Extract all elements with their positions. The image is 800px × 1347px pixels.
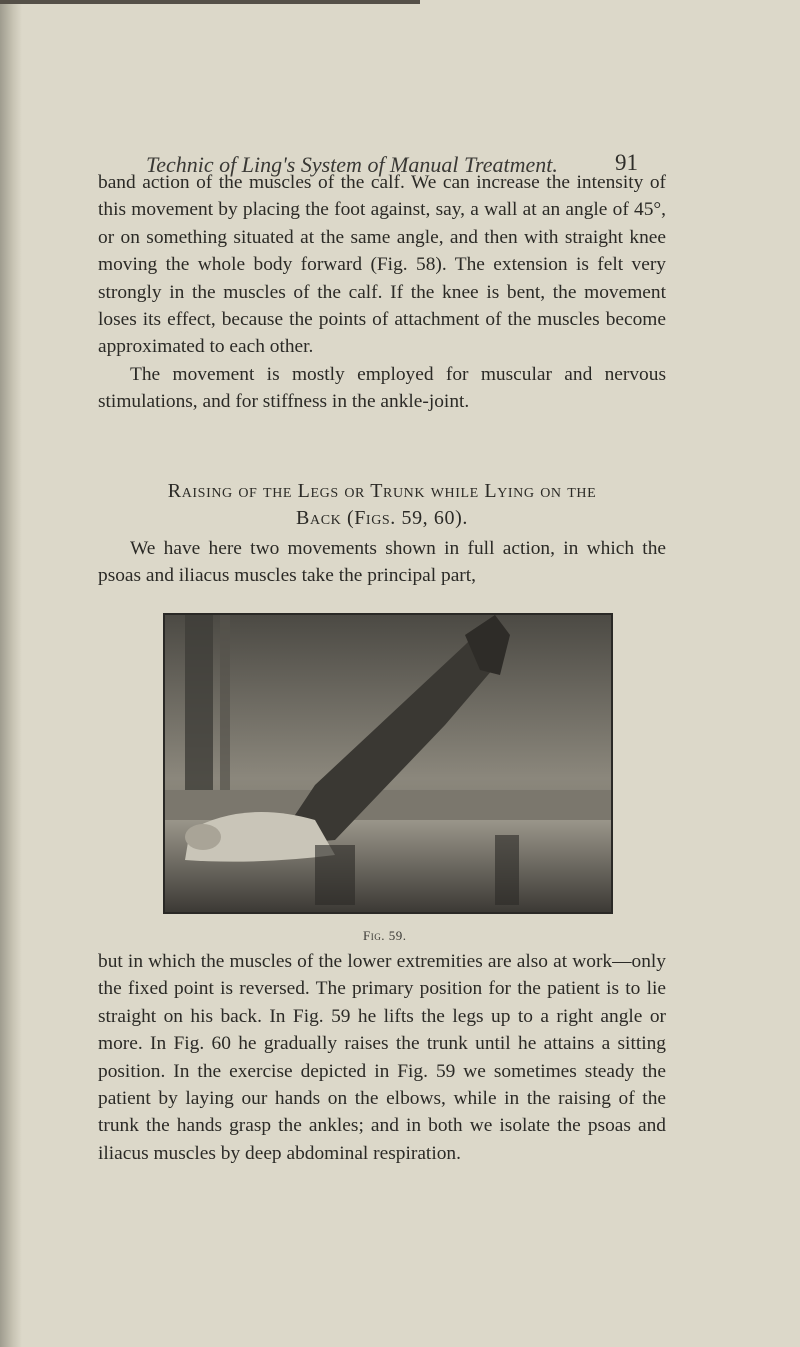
scan-edge xyxy=(0,0,22,1347)
paragraph-section-body-wrap xyxy=(98,948,666,1167)
figure-bench-leg-2 xyxy=(495,835,519,905)
paragraph-continued: band action of the muscles of the calf. We can increase the intensity of this movement by placing the foot against, say, a wall at an angle of 45°, or on something situated at the same angle, and then with straight knee moving the whole body forward (Fig. 58). The extension is felt very strongly in the muscles of the calf. If the knee is bent, the movement loses its effect, because the points of attachment of the muscles become approximated to each other. xyxy=(98,172,666,358)
paragraph-section-intro: We have here two movements shown in full action, in which the psoas and iliacus muscles take the principal part, xyxy=(98,538,666,587)
paragraph-section-body: but in which the muscles of the lower extremities are also at work—only the fixed point is reversed. The primary position for the patient is to lie straight on his back. In Fig. 59 he lifts the legs up to a right angle or more. In Fig. 60 he gradually raises the trunk until he attains a sitting position. In the exercise depicted in Fig. 59 we sometimes steady the patient by laying our hands on the elbows, while in the raising of the trunk the hands grasp the ankles; and in both we isolate the psoas and iliacus muscles by deep abdominal respiration. xyxy=(98,951,666,1164)
figure-photograph xyxy=(163,613,613,914)
section-heading-line-1: Raising of the Legs or Trunk while Lying on the xyxy=(167,480,597,502)
figure-pillar-2 xyxy=(220,615,230,815)
running-head: Technic of Ling's System of Manual Treatment. xyxy=(146,152,558,177)
paragraph-calf-action xyxy=(98,169,666,416)
figure-illustration xyxy=(165,615,611,912)
section-heading-line-2: Back (Figs. 59, 60). xyxy=(296,507,468,529)
paragraph-continued-2: The movement is mostly employed for muscular and nervous stimulations, and for stiffness in the ankle-joint. xyxy=(98,363,666,413)
page-number: 91 xyxy=(615,150,638,175)
figure-caption: Fig. 59. xyxy=(363,928,407,943)
paragraph-section-intro-wrap xyxy=(98,535,666,590)
section-heading xyxy=(98,478,666,532)
figure-patient-head xyxy=(185,824,221,850)
top-rule xyxy=(0,0,420,4)
figure-bench-leg xyxy=(315,845,355,905)
